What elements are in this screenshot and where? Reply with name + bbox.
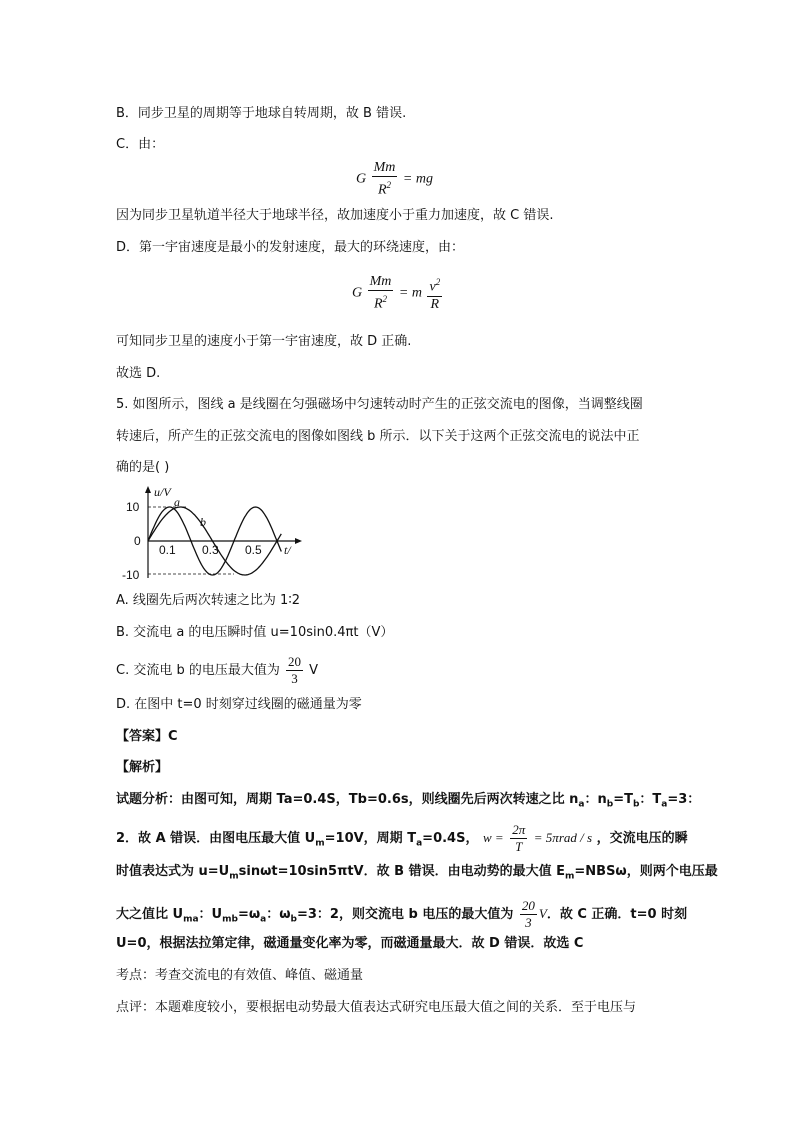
option-d-conclusion: 可知同步卫星的速度小于第一宇宙速度，故 D 正确. xyxy=(116,334,412,349)
question-line-3: 确的是( ) xyxy=(116,460,170,475)
option-c: C. 交流电 b 的电压最大值为 $\frac{20}{3}$ V xyxy=(116,654,319,686)
question-line-2: 转速后，所产生的正弦交流电的图像如图线 b 所示．以下关于这两个正弦交流电的说法中正 xyxy=(116,429,640,444)
y-axis-arrow xyxy=(145,486,151,493)
x-tick-1: 0.3 xyxy=(202,543,219,557)
option-a: A. 线圈先后两次转速之比为 1∶2 xyxy=(116,593,300,608)
analysis-line-3: 时值表达式为 $u=U_m\sin\omega t=10\sin 5\pi tV$．故 B 错误．由电动势的最大值 $E_m=NBS\omega$，则两个电压最 xyxy=(116,864,718,882)
option-d: D. 在图中 t=0 时刻穿过线圈的磁通量为零 xyxy=(116,697,362,712)
analysis-line-2: 2．故 A 错误．由图电压最大值 $U_m=10V$，周期 $T_a=0.4S$， w = $\frac{2\pi}{T}$ = 5πrad / s ，交流电压的瞬 xyxy=(116,822,688,854)
y-tick-top: 10 xyxy=(126,500,140,514)
analysis-label: 【解析】 xyxy=(116,760,169,775)
x-tick-0: 0.1 xyxy=(159,543,176,557)
curve-a-label: a xyxy=(174,495,180,509)
analysis-line-1: 试题分析：由图可知，周期 Ta=0.4S，Tb=0.6s，则线圈先后两次转速之比 $n_a$：$n_b=T_b$：$T_a=3$： xyxy=(116,792,701,810)
choose-answer: 故选 D. xyxy=(116,366,161,381)
formula-gravity-centripetal: G $\frac{Mm}{R^2}$ = m $\frac{v^2}{R}$ xyxy=(352,274,441,312)
x-tick-2: 0.5 xyxy=(245,543,262,557)
formula-gravity-mg: G $\frac{Mm}{R^2}$ = mg xyxy=(356,160,433,198)
y-tick-zero: 0 xyxy=(134,534,141,548)
answer: 【答案】C xyxy=(116,729,178,744)
question-line-1: 5. 如图所示，图线 a 是线圈在匀强磁场中匀速转动时产生的正弦交流电的图像，当调整线圈 xyxy=(116,397,643,412)
x-axis-arrow xyxy=(295,538,302,544)
curve-b-label: b xyxy=(200,515,206,529)
option-c-intro: C．由： xyxy=(116,137,165,152)
kaodian: 考点：考查交流电的有效值、峰值、磁通量 xyxy=(116,968,364,983)
analysis-line-4: 大之值比 $U_{ma}$：$U_{mb}=\omega_a$：$\omega_b=3$：2，则交流电 b 电压的最大值为 $\frac{20}{3}$ V．故 C 正确．t=0 时刻 xyxy=(116,898,688,930)
y-tick-bottom: -10 xyxy=(122,568,140,582)
option-b-explanation: B．同步卫星的周期等于地球自转周期，故 B 错误. xyxy=(116,106,407,121)
option-c-conclusion: 因为同步卫星轨道半径大于地球半径，故加速度小于重力加速度，故 C 错误. xyxy=(116,208,554,223)
option-b: B. 交流电 a 的电压瞬时值 u=10sin0.4πt（V） xyxy=(116,625,394,640)
dianping: 点评：本题难度较小，要根据电动势最大值表达式研究电压最大值之间的关系．至于电压与 xyxy=(116,1000,637,1015)
y-axis-label: u/V xyxy=(154,485,171,499)
analysis-line-5: U=0，根据法拉第定律，磁通量变化率为零，而磁通量最大．故 D 错误．故选 C xyxy=(116,936,584,951)
x-axis-label: t/ xyxy=(284,543,291,557)
sine-graph xyxy=(116,484,316,584)
option-d-intro: D．第一宇宙速度是最小的发射速度，最大的环绕速度，由： xyxy=(116,240,465,255)
